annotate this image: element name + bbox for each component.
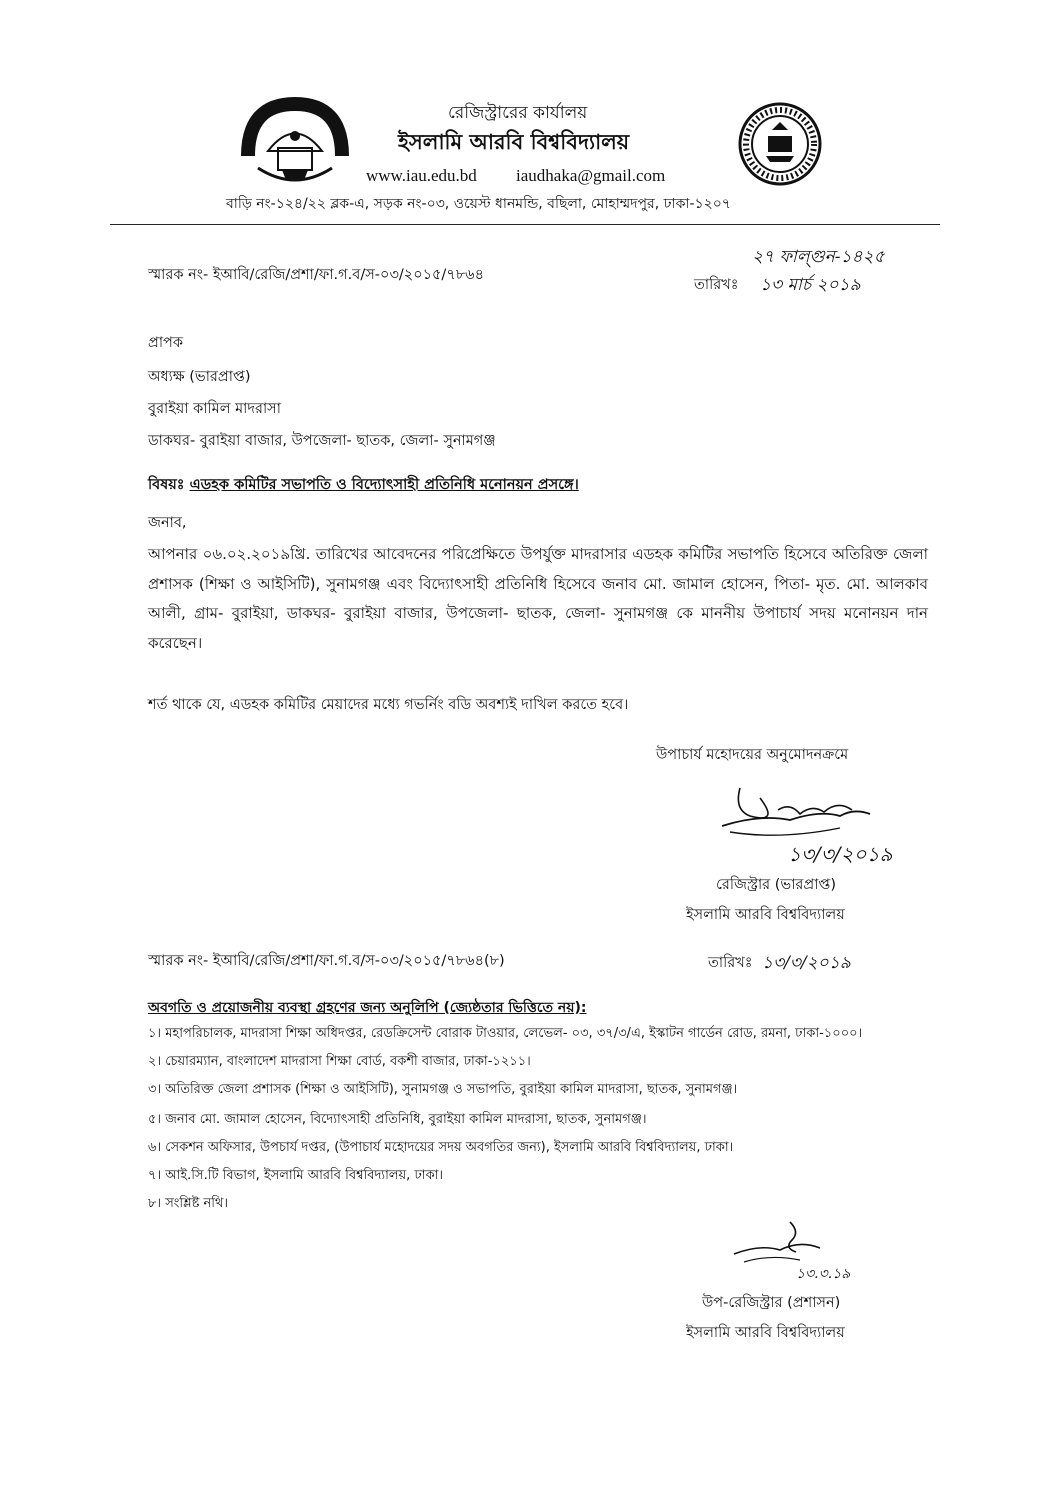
signature-1-date: ১৩/৩/২০১৯: [788, 842, 893, 866]
memo-2-date-label: তারিখঃ: [708, 955, 753, 971]
memo-2-date: ১৩/৩/২০১৯: [762, 953, 851, 973]
memo-2-reference: স্মারক নং- ইআবি/রেজি/প্রশা/ফা.গ.ব/স-০৩/২০১৫/৭৮৬৪(৮): [148, 953, 505, 969]
signatory-2-title: উপ-রেজিস্ট্রার (প্রশাসন): [702, 1295, 841, 1311]
recipient-institution: বুরাইয়া কামিল মাদরাসা: [148, 401, 281, 417]
signatory-1-organization: ইসলামি আরবি বিশ্ববিদ্যালয়: [686, 907, 845, 923]
subject-label: বিষয়ঃ: [148, 477, 185, 493]
copy-list-item: ৭। আই.সি.টি বিভাগ, ইসলামি আরবি বিশ্ববিদ্যালয়, ঢাকা।: [148, 1168, 444, 1183]
recipient-address: ডাকঘর- বুরাইয়া বাজার, উপজেলা- ছাতক, জেলা- সুনামগঞ্জ: [148, 433, 496, 449]
signature-2-date: ১৩.৩.১৯: [796, 1266, 851, 1282]
recipient-label: প্রাপক: [148, 335, 184, 351]
letterhead-address: বাড়ি নং-১২৪/২২ ব্লক-এ, সড়ক নং-০৩, ওয়েস্ট ধানমন্ডি, বছিলা, মোহাম্মদপুর, ঢাকা-১২০৭: [226, 196, 731, 212]
subject-line: [148, 474, 579, 498]
header-divider: [110, 224, 940, 225]
office-name: রেজিস্ট্রারের কার্যালয়: [448, 103, 588, 123]
recipient-designation: অধ্যক্ষ (ভারপ্রাপ্ত): [148, 369, 251, 385]
copy-list-item: ২। চেয়ারম্যান, বাংলাদেশ মাদরাসা শিক্ষা বোর্ড, বকশী বাজার, ঢাকা-১২১১।: [148, 1054, 531, 1069]
approval-note: উপাচার্য মহোদয়ের অনুমোদনক্রমে: [656, 747, 849, 763]
copy-list-item: ৬। সেকশন অফিসার, উপচার্য দপ্তর, (উপাচার্য মহোদয়ের সদয় অবগতির জন্য), ইসলামি আরবি বিশ্ববিদ্যালয়, ঢাকা।: [148, 1140, 734, 1155]
website-link[interactable]: www.iau.edu.bd: [366, 166, 477, 185]
copy-list-item: ১। মহাপরিচালক, মাদরাসা শিক্ষা অধিদপ্তর, রেডক্রিসেন্ট বোরাক টাওয়ার, লেভেল- ০৩, ৩৭/৩/এ, ইস্কাটন গার্ডেন রোড, রমনা, ঢাকা-১০০০।: [148, 1026, 863, 1041]
date-bangla-handwritten: ২৭ ফাল্গুন-১৪২৫: [752, 247, 885, 267]
date-english-handwritten: ১৩ মার্চ ২০১৯: [760, 275, 861, 295]
signatory-1-title: রেজিস্ট্রার (ভারপ্রাপ্ত): [716, 877, 837, 893]
university-name: ইসলামি আরবি বিশ্ববিদ্যালয়: [398, 130, 630, 154]
copy-list-item: ৫। জনাব মো. জামাল হোসেন, বিদ্যোৎসাহী প্রতিনিধি, বুরাইয়া কামিল মাদরাসা, ছাতক, সুনামগঞ্জ।: [148, 1112, 647, 1127]
email-link[interactable]: iaudhaka@gmail.com: [516, 166, 666, 185]
signatory-2-organization: ইসলামি আরবি বিশ্ববিদ্যালয়: [686, 1325, 845, 1341]
body-paragraph-2: শর্ত থাকে যে, এডহক কমিটির মেয়াদের মধ্যে গভর্নিং বডি অবশ্যই দাখিল করতে হবে।: [148, 697, 629, 713]
subject-text: এডহক কমিটির সভাপতি ও বিদ্যোৎসাহী প্রতিনিধি মনোনয়ন প্রসঙ্গে।: [189, 477, 579, 493]
date-label: তারিখঃ: [694, 277, 739, 293]
body-paragraph-1: আপনার ০৬.০২.২০১৯খ্রি. তারিখের আবেদনের পরিপ্রেক্ষিতে উপর্যুক্ত মাদরাসার এডহক কমিটির সভাপতি হিসেবে অতিরিক্ত জেলা প্রশাসক (শিক্ষা ও আইসিটি), সুনামগঞ্জ এবং বিদ্যোৎসাহী প্রতিনিধি হিসেবে জনাব মো. জামাল হোসেন, পিতা- মৃত. মো. আলকাব আলী, গ্রাম- বুরাইয়া, ডাকঘর- বুরাইয়া বাজার, উপজেলা- ছাতক, জেলা- সুনামগঞ্জ কে মাননীয় উপাচার্য সদয় মনোনয়ন দান করেছেন।: [148, 545, 928, 652]
university-seal: [736, 100, 824, 188]
copy-list-item: ৮। সংশ্লিষ্ট নথি।: [148, 1196, 229, 1211]
copy-list-item: ৩। অতিরিক্ত জেলা প্রশাসক (শিক্ষা ও আইসিটি), সুনামগঞ্জ ও সভাপতি, বুরাইয়া কামিল মাদরাসা, ছাতক, সুনামগঞ্জ।: [148, 1082, 738, 1097]
salutation: জনাব,: [148, 515, 187, 531]
memo-reference: স্মারক নং- ইআবি/রেজি/প্রশা/ফা.গ.ব/স-০৩/২০১৫/৭৮৬৪: [148, 267, 484, 283]
university-logo: [238, 96, 353, 196]
copy-heading: অবগতি ও প্রয়োজনীয় ব্যবস্থা গ্রহণের জন্য অনুলিপি (জ্যেষ্ঠতার ভিত্তিতে নয়):: [148, 1000, 587, 1016]
